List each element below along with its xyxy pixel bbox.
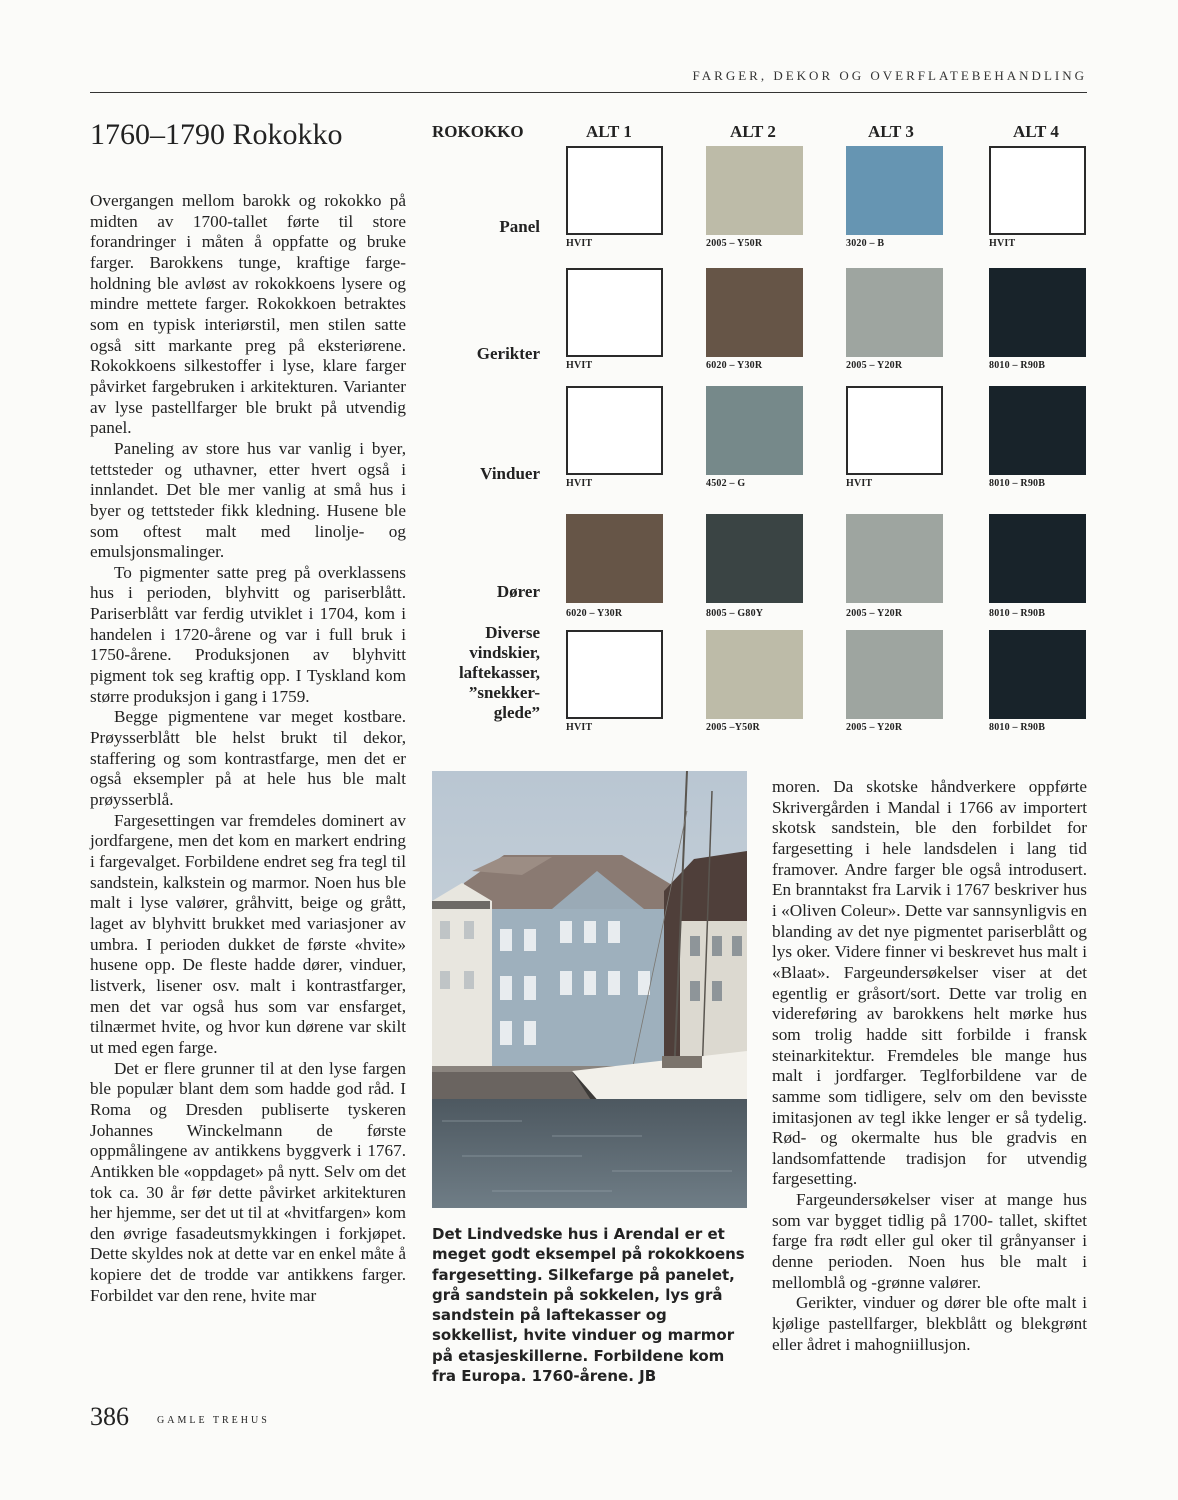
color-code: 3020 – B (846, 238, 885, 249)
color-code: 2005 –Y50R (706, 722, 760, 733)
page-number: 386 (90, 1402, 129, 1431)
color-swatch (566, 146, 663, 235)
color-code: HVIT (989, 238, 1016, 249)
color-code: 8010 – R90B (989, 608, 1046, 619)
article-title: 1760–1790 Rokokko (90, 118, 343, 151)
row-label-diverse: Diverse vindskier, laftekasser, ”snekker- glede” (458, 623, 540, 722)
color-swatch (706, 630, 803, 719)
running-header: FARGER, DEKOR OG OVERFLATEBEHANDLING (692, 68, 1087, 83)
book-title: GAMLE TREHUS (157, 1415, 270, 1426)
color-code: 2005 – Y20R (846, 608, 903, 619)
color-code: HVIT (566, 360, 593, 371)
color-code: HVIT (566, 722, 593, 733)
column-header-alt-1: ALT 1 (586, 122, 632, 141)
color-swatch (706, 386, 803, 475)
color-code: 2005 – Y20R (846, 722, 903, 733)
color-swatch (846, 514, 943, 603)
row-label-gerikter: Gerikter (476, 344, 540, 363)
color-swatch (566, 630, 663, 719)
color-code: 2005 – Y50R (706, 238, 763, 249)
swatch-table-title: ROKOKKO (432, 122, 524, 141)
paragraph: Paneling av store hus var vanlig i byer, tettsteder og uthavner, etter hvert også i innlandet. Det ble mer vanlig at små hus i byer og tettsteder fikk kledning. Husene ble som oftest malt med linolje- og emulsjonsmalinger. (90, 438, 406, 562)
color-swatch (846, 386, 943, 475)
color-code: 6020 – Y30R (566, 608, 623, 619)
photo-caption: Det Lindvedske hus i Arendal er et meget godt eksempel på rokokkoens fargesetting. Silkefarge på panelet, grå sandstein på sokkelen, lys grå sandstein på laftekasser og sokkellist, hvite vinduer og marmor på etasjeskillerne. Forbildene kom fra Europa. 1760-årene. JB (432, 1225, 745, 1386)
color-swatch (566, 268, 663, 357)
color-code: 8010 – R90B (989, 360, 1046, 371)
color-code: HVIT (566, 478, 593, 489)
color-swatch (989, 386, 1086, 475)
color-swatch (706, 514, 803, 603)
row-label-dorer: Dører (496, 582, 540, 601)
color-code: 8010 – R90B (989, 722, 1046, 733)
color-swatch (706, 268, 803, 357)
paragraph: To pigmenter satte preg på overklassens hus i perioden, blyhvitt og pariserblått. Pariserblått var ferdig utviklet i 1704, kom i handelen i 1720-årene og var i full bruk i 1750-årene. Produksjonen av blyhvitt pigment tok seg kraftig opp. I Tyskland kom større produksjon i gang i 1759. (90, 562, 406, 706)
left-text-column (90, 191, 406, 1306)
paragraph: Gerikter, vinduer og dører ble ofte malt i kjølige pastellfarger, blekblått og blekgrønt eller ådret i mahogniillusjon. (772, 1293, 1087, 1354)
color-code: HVIT (846, 478, 873, 489)
column-header-alt-3: ALT 3 (868, 122, 914, 141)
color-code: 2005 – Y20R (846, 360, 903, 371)
column-header-alt-2: ALT 2 (730, 122, 776, 141)
paragraph: Fargesettingen var fremdeles dominert av jordfargene, men det kom en markert endring i fargevalget. Forbildene endret seg fra tegl til sandstein, kalkstein og marmor. Noen hus ble malt i lyse valører, gråhvitt, beige og grått, laget av blyhvitt brukket med variasjoner av umbra. I perioden dukket de første «hvite» husene opp. De fleste hadde dører, vinduer, listverk, lisener osv. malt i kontrastfarger, men det var også hus som var ensfarget, tilnærmet hvite, og hvor kun dørene var skilt ut med egen farge. (90, 810, 406, 1057)
color-swatch (846, 630, 943, 719)
row-label-vinduer: Vinduer (480, 464, 540, 483)
color-swatch (846, 146, 943, 235)
color-swatch (989, 268, 1086, 357)
paragraph: Begge pigmentene var meget kostbare. Prøysserblått ble helst brukt til dekor, staffering og som kontrastfarge, men det er også eksempler på at hele hus ble malt prøysserblå. (90, 707, 406, 810)
color-code: HVIT (566, 238, 593, 249)
color-code: 8005 – G80Y (706, 608, 764, 619)
color-swatch (989, 514, 1086, 603)
harbour-house-photo (432, 771, 747, 1208)
paragraph: Overgangen mellom barokk og rokokko på midten av 1700-tallet førte til store forandringer i måten å oppfatte og bruke farger. Barokkens tunge, kraftige fargeholdning ble avløst av rokokkoens lysere og mindre mettete farger. Rokokkoen betraktes som en typisk interiørstil, men stilen satte også sitt markante preg på eksteriørene. Rokokkoens silkestoffer i lyse, klare farger påvirket fargebruken i arkitekturen. Varianter av lyse pastellfarger ble brukt på utvendig panel. (90, 191, 406, 438)
paragraph: Fargeundersøkelser viser at mange hus som var bygget tidlig på 1700- tallet, skiftet farge fra rødt eller gul oker til grånyanser i denne perioden. Noen hus ble malt i mellomblå og -grønne valører. (772, 1190, 1087, 1292)
header-rule (90, 92, 1087, 93)
color-swatch (566, 514, 663, 603)
color-swatch (566, 386, 663, 475)
photo-illustration (432, 771, 747, 1208)
color-swatch (989, 146, 1086, 235)
color-swatch (989, 630, 1086, 719)
color-code: 4502 – G (706, 478, 746, 489)
color-swatch (846, 268, 943, 357)
color-swatch (706, 146, 803, 235)
row-label-panel: Panel (499, 217, 540, 236)
color-code: 6020 – Y30R (706, 360, 763, 371)
paragraph: Det er flere grunner til at den lyse fargen ble populær blant dem som hadde god råd. I Roma og Dresden publiserte tyskeren Johannes Winckelmann de første oppmålingene av antikkens byggverk i 1767. Antikken ble «oppdaget» på nytt. Selv om det tok ca. 30 år før dette påvirket arkitekturen her hjemme, ser det ut til at «hvitfargen» kom den øvrige fasadeutsmykkingen i forkjøpet. Dette skyldes nok at dette var en enkel måte å kopiere det de trodde var antikkens farger. Forbildet var den rene, hvite mar (90, 1058, 407, 1305)
color-code: 8010 – R90B (989, 478, 1046, 489)
column-header-alt-4: ALT 4 (1013, 122, 1059, 141)
paragraph: moren. Da skotske håndverkere oppførte Skrivergården i Mandal i 1766 av importert skotsk sandstein, ble den forbildet for fargesetting i hele landsdelen i lang tid framover. Andre farger ble også introdusert. En branntakst fra Larvik i 1767 beskriver hus i «Oliven Coleur». Dette var sannsynligvis en blanding av det nye pigmentet pariserblått og lys oker. Videre finner vi beskrevet hus malt i «Blaat». Fargeundersøkelser viser at det egentlig er gråsort/sort. Dette var trolig en videreføring av barokkens helt mørke hus som trolig hadde sitt forbilde i fransk steinarkitektur. Fremdeles ble mange hus malt i jordfarger. Teglforbildene var de samme som tidligere, selv om den bevisste imitasjonen av tegl ikke lenger er så tydelig. Rød- og okermalte hus ble gradvis en landsomfattende tradisjon for utvendig fargesetting. (772, 777, 1087, 1189)
right-text-column (772, 777, 1087, 1355)
